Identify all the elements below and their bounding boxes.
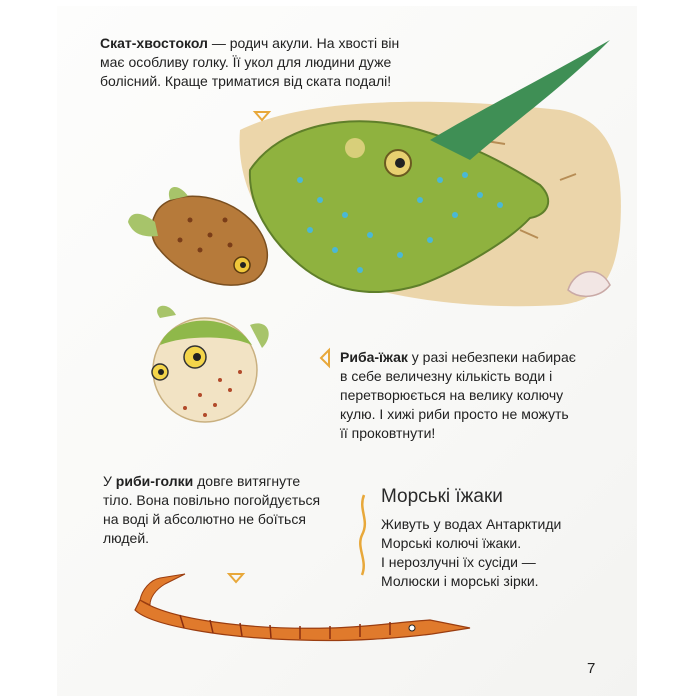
pipefish-prefix: У xyxy=(103,473,116,489)
spotted-puffer-illustration xyxy=(128,187,267,285)
stingray-paragraph xyxy=(100,34,420,91)
stingray-description: — родич акули. На хвості він має особливу голку. Її укол для людини дуже болісний. Краще триматися від ската подалі! xyxy=(100,35,400,89)
porcupine-fish-paragraph xyxy=(340,348,580,443)
pipefish-name: риби-голки xyxy=(115,473,194,489)
porcupine-fish-illustration xyxy=(152,306,269,422)
porcupine-fish-name: Риба-їжак xyxy=(340,349,408,365)
pipefish-description: довге витягнуте тіло. Вона повільно погойдується на воді й абсолютно не боїться людей. xyxy=(103,473,321,546)
poem-line: Молюски і морські зірки. xyxy=(381,573,539,589)
pointer-arrow-icon xyxy=(321,350,329,366)
sea-urchins-poem xyxy=(381,515,621,591)
pointer-arrow-icon xyxy=(229,574,243,582)
sea-urchins-title: Морські їжаки xyxy=(381,486,503,507)
stingray-name: Скат-хвостокол xyxy=(100,35,208,51)
poem-line: Морські колючі їжаки. xyxy=(381,535,522,551)
pipefish-paragraph xyxy=(103,472,333,548)
wavy-divider-icon xyxy=(360,495,365,575)
pointer-arrow-icon xyxy=(255,112,269,120)
porcupine-fish-description: у разі небезпеки набирає в себе величезну кількість води і перетворюється на велику колючу кулю. І хижі риби просто не можуть її проковтнути! xyxy=(340,349,576,441)
page-number: 7 xyxy=(587,660,596,677)
poem-line: І нерозлучні їх сусіди — xyxy=(381,554,536,570)
poem-line: Живуть у водах Антарктиди xyxy=(381,516,562,532)
